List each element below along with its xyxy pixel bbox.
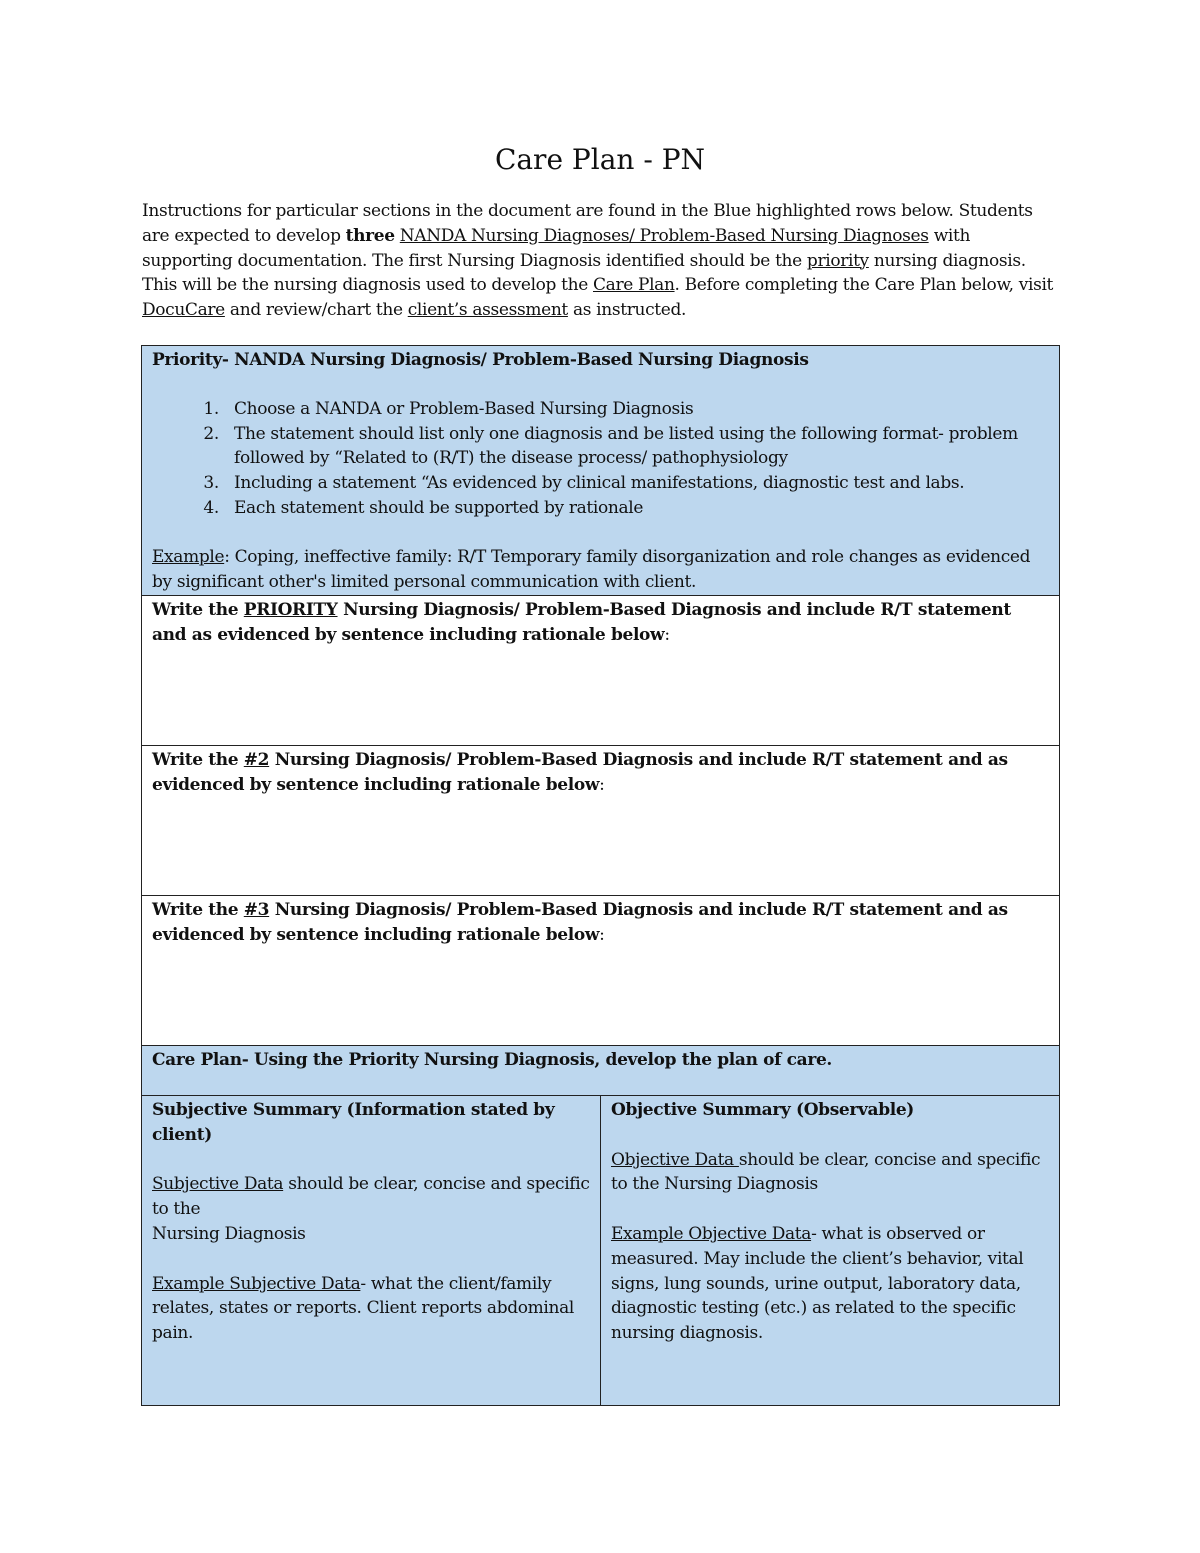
dx-priority-prompt: Nursing Diagnosis/ Problem-Based Diagnosis and include R/T statement and as evidenced by sentence including rationale below: [152, 600, 1011, 645]
objective-example-label: Example Objective Data: [611, 1223, 812, 1244]
subjective-data-label: Subjective Data: [152, 1174, 284, 1195]
dx-3-pre: Write the: [152, 900, 244, 920]
intro-text-1: Instructions for particular sections in the document are found in the Blue highlighted rows below. Students are expected to develop: [142, 201, 1033, 246]
priority-heading: Priority- NANDA Nursing Diagnosis/ Problem-Based Nursing Diagnosis: [152, 350, 809, 370]
dx-priority-key: PRIORITY: [243, 600, 338, 620]
intro-care-plan: Care Plan: [593, 275, 675, 296]
care-plan-heading-cell: [142, 1046, 1060, 1096]
objective-data-text: should be clear, concise and specific to the Nursing Diagnosis: [611, 1149, 1041, 1195]
objective-data: [611, 1148, 1049, 1198]
intro-text-5: and review/chart the: [224, 300, 408, 321]
dx-2-key: #2: [243, 750, 270, 770]
subjective-heading: Subjective Summary (Information stated by client): [152, 1100, 555, 1145]
dx-priority-cell[interactable]: [142, 596, 1060, 746]
intro-text-2: with supporting documentation. The first Nursing Diagnosis identified should be the: [142, 225, 971, 271]
intro-three: three: [345, 225, 395, 246]
objective-example-text: - what is observed or measured. May include the client’s behavior, vital signs, lung sounds, urine output, laboratory data, diagnostic testing (etc.) as related to the specific nursing diagnosis.: [611, 1223, 1024, 1344]
intro-text-4: . Before completing the Care Plan below, visit: [674, 275, 1054, 296]
dx-2-pre: Write the: [152, 750, 244, 770]
intro-docucare: DocuCare: [142, 300, 225, 321]
subjective-example-label: Example Subjective Data: [152, 1273, 361, 1294]
example-label: Example: [152, 546, 225, 567]
dx-3-colon: :: [599, 924, 605, 945]
priority-instructions-row: [142, 346, 1060, 596]
instructions-paragraph: [142, 199, 1062, 323]
subjective-data: [152, 1172, 590, 1246]
objective-heading: Objective Summary (Observable): [611, 1100, 914, 1120]
dx-3-prompt: Nursing Diagnosis/ Problem-Based Diagnosis and include R/T statement and as evidenced by sentence including rationale below: [152, 900, 1008, 945]
instruction-step: 3. Including a statement “As evidenced by clinical manifestations, diagnostic test and labs.: [224, 471, 1049, 496]
summary-row: [142, 1096, 1060, 1406]
dx-priority-colon: :: [664, 624, 670, 645]
dx-2-cell[interactable]: [142, 746, 1060, 896]
care-plan-table: [141, 345, 1060, 1406]
care-plan-heading: Care Plan- Using the Priority Nursing Diagnosis, develop the plan of care.: [152, 1050, 832, 1070]
instruction-steps-list: [152, 397, 1049, 521]
dx-2-row: [142, 746, 1060, 896]
subjective-summary-cell[interactable]: [142, 1096, 601, 1406]
subjective-data-text-b: Nursing Diagnosis: [152, 1223, 306, 1244]
subjective-example: [152, 1272, 590, 1346]
dx-2-colon: :: [599, 774, 605, 795]
instruction-step: 4. Each statement should be supported by rationale: [224, 496, 1049, 521]
dx-3-cell[interactable]: [142, 896, 1060, 1046]
priority-example: [152, 545, 1049, 595]
intro-text-6: as instructed.: [567, 300, 687, 321]
dx-2-prompt: Nursing Diagnosis/ Problem-Based Diagnosis and include R/T statement and as evidenced by sentence including rationale below: [152, 750, 1008, 795]
instruction-step: 1. Choose a NANDA or Problem-Based Nursing Diagnosis: [224, 397, 1049, 422]
priority-instructions-cell: [142, 346, 1060, 596]
objective-example: [611, 1222, 1049, 1346]
page-title: Care Plan - PN: [494, 143, 706, 176]
intro-assessment: client’s assessment: [407, 300, 568, 321]
example-text: : Coping, ineffective family: R/T Temporary family disorganization and role changes as evidenced by significant other's limited personal communication with client.: [152, 546, 1031, 592]
dx-priority-row: [142, 596, 1060, 746]
objective-summary-cell[interactable]: [601, 1096, 1060, 1406]
dx-priority-pre: Write the: [152, 600, 244, 620]
intro-text-3: nursing diagnosis. This will be the nursing diagnosis used to develop the: [142, 250, 1026, 296]
dx-3-row: [142, 896, 1060, 1046]
care-plan-heading-row: [142, 1046, 1060, 1096]
intro-priority: priority: [806, 250, 869, 271]
intro-nanda-link: NANDA Nursing Diagnoses/ Problem-Based Nursing Diagnoses: [399, 225, 929, 246]
instruction-step: 2. The statement should list only one diagnosis and be listed using the following format- problem followed by “Related to (R/T) the disease process/ pathophysiology: [224, 422, 1049, 472]
subjective-data-text: should be clear, concise and specific to the: [152, 1174, 590, 1220]
subjective-example-text: - what the client/family relates, states or reports. Client reports abdominal pain.: [152, 1273, 574, 1344]
dx-3-key: #3: [243, 900, 270, 920]
objective-data-label: Objective Data: [611, 1149, 739, 1170]
